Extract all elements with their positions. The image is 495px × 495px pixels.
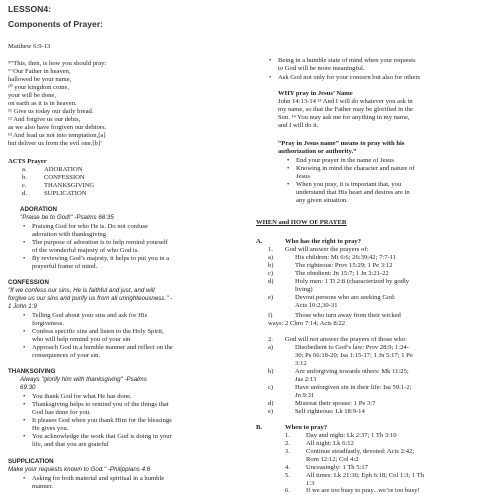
adoration-quote: "Praise be to God!" -Psalms 68:35 <box>20 214 114 221</box>
item-letter: e) <box>268 294 274 301</box>
prayer-line: as we also have forgiven our debtors. <box>8 124 107 131</box>
thanksgiving-bullet: • Thanksgiving helps to remind you of the things that <box>32 401 169 409</box>
section-a-label: A. <box>256 238 263 245</box>
item-text: His children: Mt 6:6; 26:39;42; 7:7-11 <box>295 254 397 261</box>
thanksgiving-heading: THANKSGIVING <box>8 368 56 375</box>
means-bullet-cont: understand that His heart and desires are in <box>296 189 410 196</box>
item-text: The obedient: Jn 15:7; 1 Jn 3:21-22 <box>295 270 389 277</box>
acts-letter: c. <box>22 182 27 189</box>
a2-title: God will not answer the prayers of those who: <box>285 336 407 343</box>
confession-bullet-cont: who will help remind you of your sin <box>32 336 131 343</box>
item-letter: b) <box>268 368 274 375</box>
thanksgiving-bullet-cont: God has done for you. <box>32 409 91 416</box>
item-text: Day and night: Lk 2:37; 1 Th 3:10 <box>306 432 397 439</box>
item-text: 30; Ps 66:18-20; Isa 1:15-17; 1 Jn 5:17; 1 Pe <box>295 352 413 359</box>
confession-quote: "If we confess our sins, He is faithful and just, and will <box>8 287 155 294</box>
acts-item: ADORATION <box>44 166 83 173</box>
why-text: my name, so that the Father may be glorified in the <box>278 106 413 113</box>
item-text: living) <box>295 286 313 293</box>
supplication-quote: Make your requests known to God." -Philippians 4:6 <box>8 466 151 473</box>
item-text: Acts 10:2,30-31 <box>295 302 338 309</box>
item-letter: e) <box>268 408 274 415</box>
confession-bullet: • Confess specific sins and listen to the Holy Spirit, <box>32 328 164 336</box>
item-text: Jn 9:31 <box>295 392 315 399</box>
item-text: Devout persons who are seeking God: <box>295 294 396 301</box>
thanksgiving-quote: 69:30 <box>20 384 36 391</box>
prayer-line: hallowed be your name, <box>8 76 72 83</box>
prayer-line: ¹² And forgive us our debts, <box>8 116 81 123</box>
item-number: 6. <box>285 487 290 494</box>
humble-bullet-cont: to God will be more meaningful. <box>278 65 365 72</box>
item-text: Holy men: 1 Ti 2:8 (characterized by godly <box>295 278 410 285</box>
adoration-bullet: • The purpose of adoration is to help remind yourself <box>32 239 168 247</box>
adoration-bullet-cont: of the wonderful majesty of who God is. <box>32 247 139 254</box>
confession-quote: forgive us our sins and purify us from all unrighteousness." - <box>8 295 173 302</box>
item-text: Disobedient to God’s law: Prov 28:9; 1:24- <box>295 344 409 351</box>
means-bullet: • When you pray, it is important that, you <box>296 181 401 189</box>
supplication-bullet: • Asking for both material and spiritual in a humble <box>32 475 164 483</box>
supplication-heading: SUPPLICATION <box>8 458 54 465</box>
item-letter: c) <box>268 270 274 277</box>
others-bullet: • Ask God not only for your concern but also for others <box>278 74 420 82</box>
prayer-line: on earth as it is in heaven. <box>8 100 77 107</box>
confession-bullet-cont: forgiveness. <box>32 320 64 327</box>
item-text: 3:12 <box>295 360 307 367</box>
adoration-bullet: • By reviewing God’s majesty, it helps to put you in a <box>32 255 169 263</box>
item-letter: d) <box>268 278 274 285</box>
thanksgiving-bullet: • It pleases God when you thank Him for the blessings <box>32 417 172 425</box>
section-b-title: When to pray? <box>285 424 328 431</box>
item-text: Have unforgiven sin in their life: Isa 59:1-2; <box>295 384 412 391</box>
thanksgiving-bullet: • You thank God for what He has done. <box>32 393 132 401</box>
prayer-line: ¹¹ Give us today our daily bread. <box>8 108 94 115</box>
section-b-label: B. <box>256 424 263 431</box>
item-letter: b) <box>268 262 274 269</box>
means-bullet-cont: any given situation. <box>296 197 348 204</box>
acts-heading: ACTS Prayer <box>8 158 47 165</box>
item-text: Self righteous: Lk 18:9-14 <box>295 408 365 415</box>
means-bullet: • Knowing in mind the character and nature of <box>296 165 414 173</box>
item-text: All night: Lk 6:12 <box>306 440 354 447</box>
confession-bullet-cont: consequences of your sin. <box>32 352 101 359</box>
humble-bullet: • Being in a humble state of mind when your requests <box>278 57 416 65</box>
acts-letter: d. <box>22 190 27 197</box>
thanksgiving-quote: Always "glorify him with thanksgiving" -Psalms <box>20 376 147 383</box>
item-text: Are unforgiving towards others: Mk 11:25; <box>295 368 409 375</box>
item-text: If we are too busy to pray...we’re too busy! <box>306 487 420 494</box>
lesson-title: LESSON4: <box>8 4 51 14</box>
item-letter: c) <box>268 384 274 391</box>
item-text: Unceasingly: 1 Th 5:17 <box>306 464 368 471</box>
prayer-line: your will be done, <box>8 92 56 99</box>
confession-bullet: • Approach God in a humble manner and reflect on the <box>32 344 173 352</box>
prayer-line: ¹⁰ your kingdom come, <box>8 84 70 91</box>
means-heading: “Pray in Jesus name” means to pray with his <box>278 140 405 147</box>
thanksgiving-bullet-cont: He gives you. <box>32 425 69 432</box>
adoration-bullet: • Praising God for who He is. Do not confuse <box>32 223 148 231</box>
why-text: John 14:13-14 ¹³ And I will do whatever you ask in <box>278 98 413 105</box>
confession-heading: CONFESSION <box>8 279 49 286</box>
prayer-line: “‘Our Father in heaven, <box>8 68 71 75</box>
scripture-reference: Matthew 6:9-13 <box>8 43 51 50</box>
item-letter: d) <box>268 400 274 407</box>
acts-letter: a. <box>22 166 27 173</box>
thanksgiving-bullet-cont: life, and that you are grateful <box>32 441 109 448</box>
section-a-title: Who has the right to pray? <box>285 238 362 245</box>
item-text: Continue steadfastly, devoted: Acts 2:42; <box>306 448 415 455</box>
item-letter: f) <box>268 312 273 319</box>
supplication-bullet-cont: manner. <box>32 483 54 490</box>
item-letter: a) <box>268 254 274 261</box>
a1-number: 1. <box>268 246 273 253</box>
why-text: Son. ¹⁴ You may ask me for anything in my name, <box>278 114 410 121</box>
adoration-bullet-cont: adoration with thanksgiving <box>32 231 106 238</box>
acts-item: SUPLICATION <box>44 190 87 197</box>
when-how-heading: WHEN and HOW OF PRAYER <box>256 219 347 226</box>
thanksgiving-bullet: • You acknowledge the work that God is doing in your <box>32 433 172 441</box>
item-text: Rom 12:12; Col 4:2 <box>306 456 359 463</box>
item-text: All times: Lk 21:36; Eph 6:18; Col 1:3; 1 Th <box>306 472 425 479</box>
item-text: Those who turn away from their wicked <box>295 312 401 319</box>
item-number: 5. <box>285 472 290 479</box>
confession-bullet: • Telling God about your sins and ask for His <box>32 312 147 320</box>
components-heading: Components of Prayer: <box>8 19 104 29</box>
why-heading: WHY pray in Jesus’ Name <box>278 90 353 97</box>
confession-quote: 1 John 1:9 <box>8 303 37 310</box>
item-text: 1:3 <box>306 480 315 487</box>
item-text: ways: 2 Chro 7:14; Acts 8:22 <box>268 320 346 327</box>
item-number: 4. <box>285 464 290 471</box>
item-number: 1. <box>285 432 290 439</box>
acts-item: THANKSGIVING <box>44 182 95 189</box>
item-number: 2. <box>285 440 290 447</box>
prayer-line: but deliver us from the evil one.[b]’ <box>8 140 103 147</box>
prayer-line: ¹³ And lead us not into temptation,[a] <box>8 132 106 139</box>
adoration-heading: ADORATION <box>20 206 58 213</box>
adoration-bullet-cont: prayerful frame of mind. <box>32 263 98 270</box>
a1-title: God will answer the prayers of: <box>285 246 369 253</box>
item-letter: a) <box>268 344 274 351</box>
acts-letter: b. <box>22 174 27 181</box>
prayer-line: ⁹“This, then, is how you should pray: <box>8 60 107 67</box>
means-bullet: • End your prayer in the name of Jesus <box>296 157 394 165</box>
means-bullet-cont: Jesus <box>296 173 310 180</box>
acts-item: CONFESSION <box>44 174 85 181</box>
item-text: The righteous: Prov 15:29; 1 Pe 3:12 <box>295 262 393 269</box>
item-text: Jas 2:13 <box>295 376 317 383</box>
item-text: Mistreat their spouse: 1 Pe 3:7 <box>295 400 376 407</box>
means-heading: authorization or authority.” <box>278 148 357 155</box>
a2-number: 2. <box>268 336 273 343</box>
why-text: and I will do it. <box>278 122 319 129</box>
item-number: 3. <box>285 448 290 455</box>
